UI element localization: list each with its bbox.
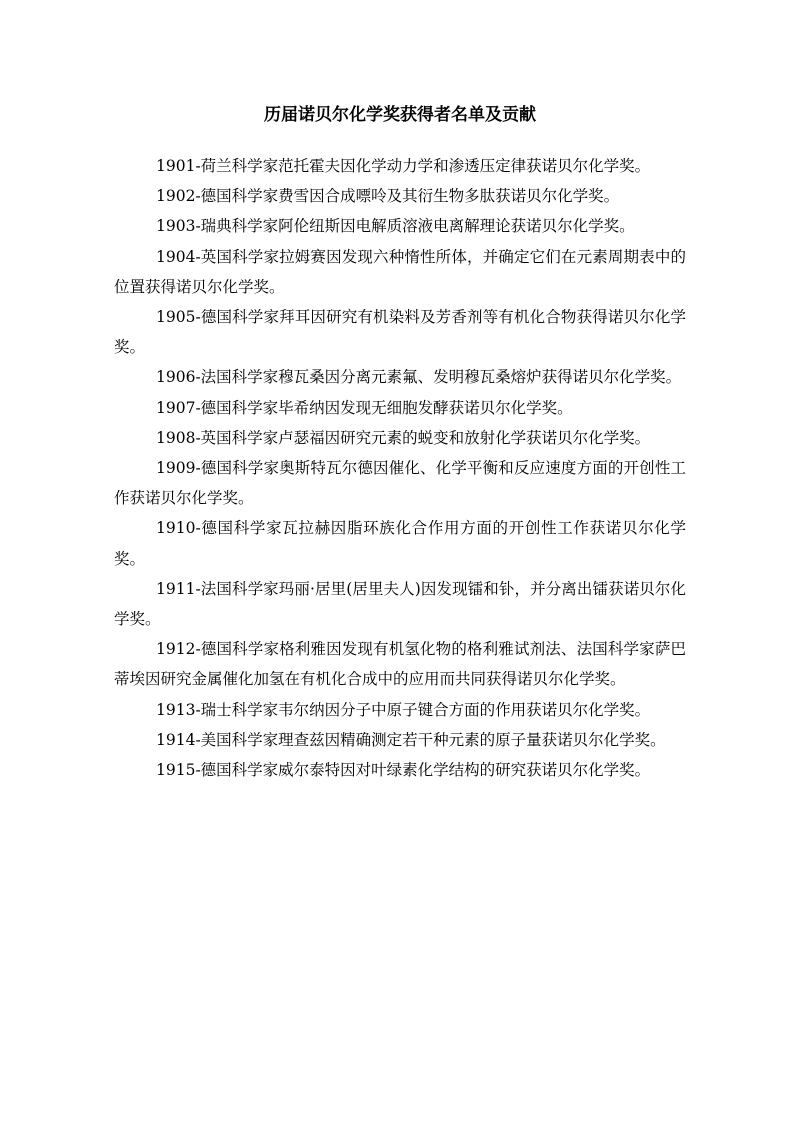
paragraph-1903: 1903-瑞典科学家阿伦纽斯因电解质溶液电离解理论获诺贝尔化学奖。 bbox=[156, 217, 635, 236]
paragraph-1912: 1912-德国科学家格利雅因发现有机氢化物的格利雅试剂法、法国科学家萨巴蒂埃因研究金属催化加氢在有机化合成中的应用而共同获得诺贝尔化学奖。 bbox=[114, 640, 686, 689]
paragraph-1910: 1910-德国科学家瓦拉赫因脂环族化合作用方面的开创性工作获诺贝尔化学奖。 bbox=[114, 519, 686, 568]
paragraph-1913: 1913-瑞士科学家韦尔纳因分子中原子键合方面的作用获诺贝尔化学奖。 bbox=[156, 700, 651, 719]
paragraph-1905: 1905-德国科学家拜耳因研究有机染料及芳香剂等有机化合物获得诺贝尔化学奖。 bbox=[114, 308, 686, 357]
paragraph-1909: 1909-德国科学家奥斯特瓦尔德因催化、化学平衡和反应速度方面的开创性工作获诺贝尔化学奖。 bbox=[114, 459, 686, 508]
paragraph-1908: 1908-英国科学家卢瑟福因研究元素的蜕变和放射化学获诺贝尔化学奖。 bbox=[156, 428, 651, 447]
document-title: 历届诺贝尔化学奖获得者名单及贡献 bbox=[264, 105, 536, 125]
paragraph-1906: 1906-法国科学家穆瓦桑因分离元素氟、发明穆瓦桑熔炉获得诺贝尔化学奖。 bbox=[156, 368, 682, 387]
paragraph-1914: 1914-美国科学家理查兹因精确测定若干种元素的原子量获诺贝尔化学奖。 bbox=[156, 730, 666, 749]
paragraph-1904: 1904-英国科学家拉姆赛因发现六种惰性所体，并确定它们在元素周期表中的位置获得诺贝尔化学奖。 bbox=[114, 247, 686, 296]
paragraph-1901: 1901-荷兰科学家范托霍夫因化学动力学和渗透压定律获诺贝尔化学奖。 bbox=[156, 157, 651, 175]
paragraph-1915: 1915-德国科学家威尔泰特因对叶绿素化学结构的研究获诺贝尔化学奖。 bbox=[156, 761, 651, 780]
paragraph-1902: 1902-德国科学家费雪因合成嘌呤及其衍生物多肽获诺贝尔化学奖。 bbox=[156, 187, 620, 206]
paragraph-1911: 1911-法国科学家玛丽·居里(居里夫人)因发现镭和钋，并分离出镭获诺贝尔化学奖。 bbox=[114, 579, 686, 629]
document-body bbox=[114, 151, 686, 785]
paragraph-1907: 1907-德国科学家毕希纳因发现无细胞发酵获诺贝尔化学奖。 bbox=[156, 398, 573, 417]
